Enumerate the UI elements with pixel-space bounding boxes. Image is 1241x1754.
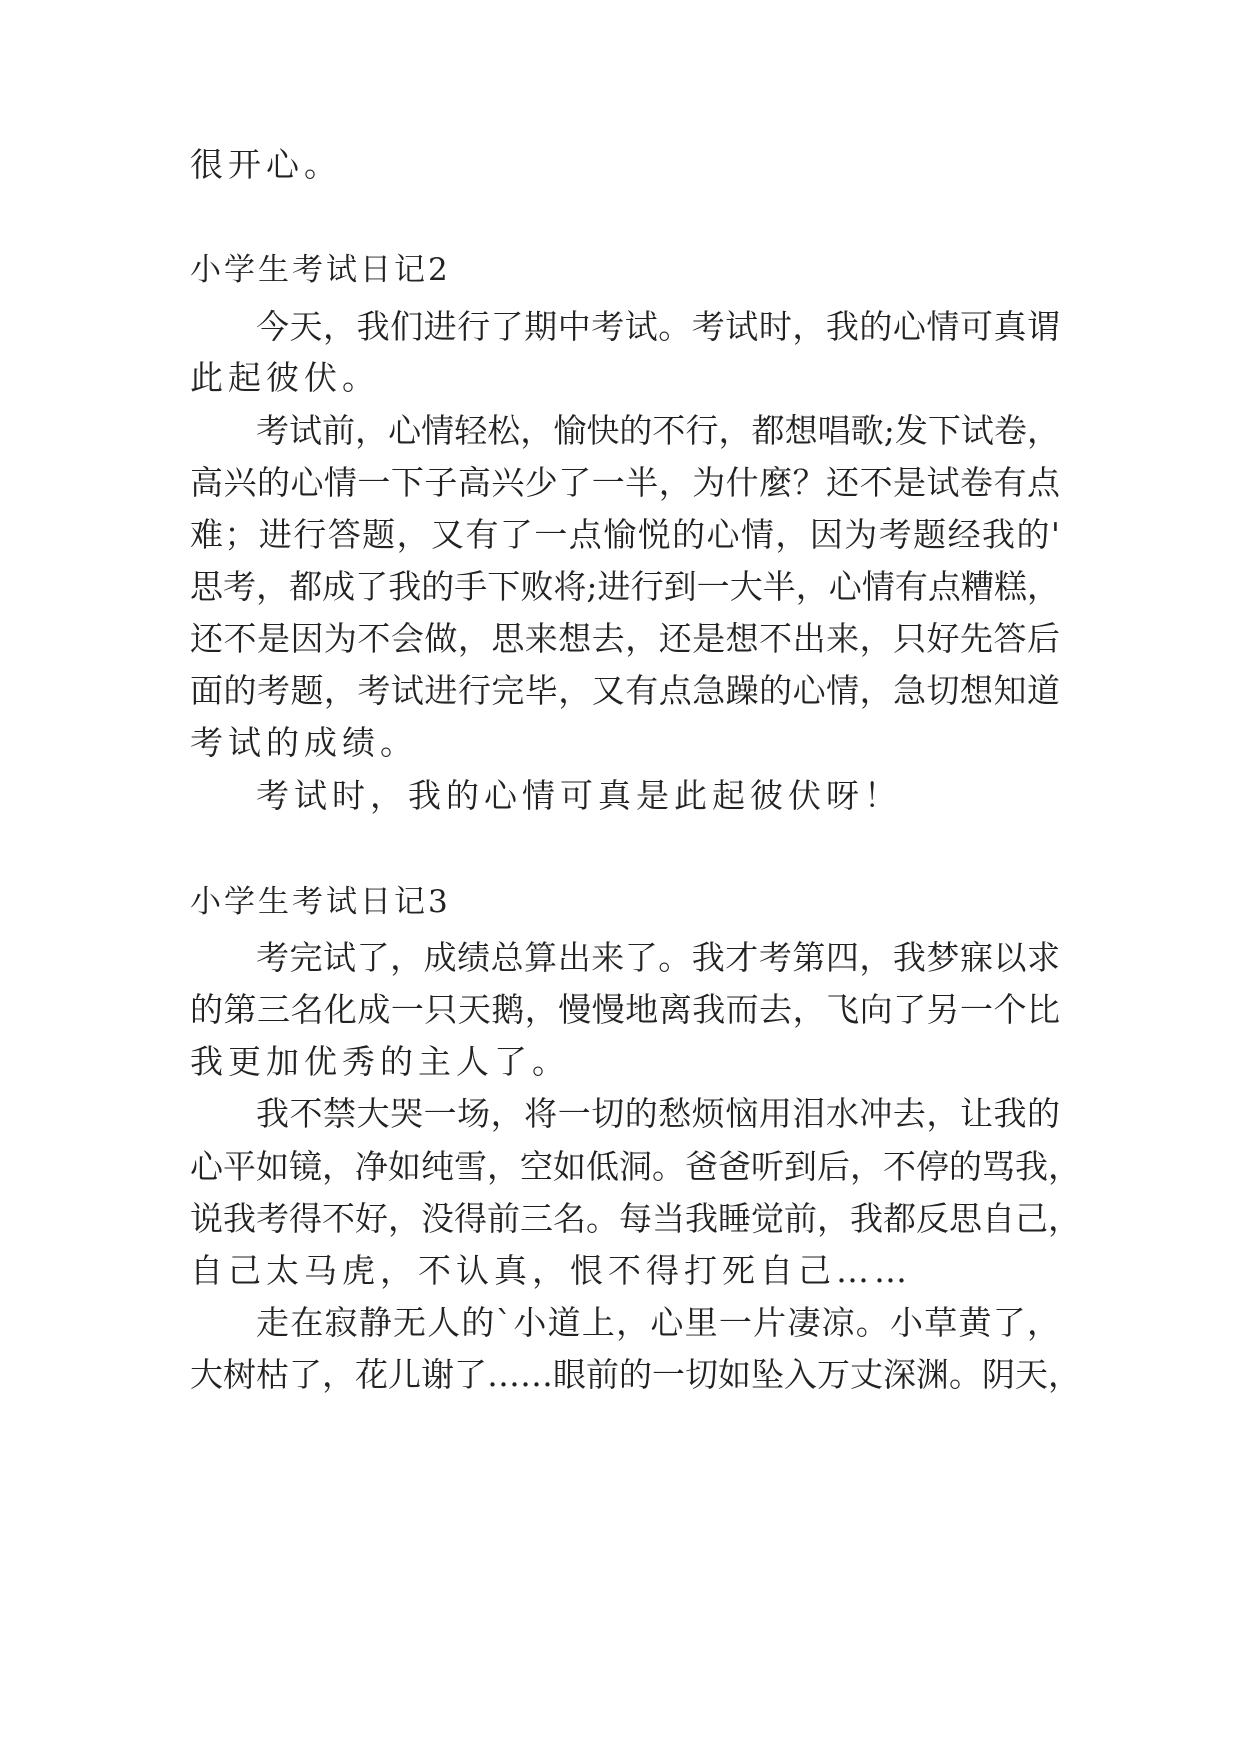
text-line: 考试时，我的心情可真是此起彼伏呀！	[256, 776, 902, 815]
text-line: 难；进行答题，又有了一点愉悦的心情，因为考题经我的'	[190, 515, 1060, 554]
section-heading-2: 小学生考试日记2	[190, 252, 451, 288]
section-heading-3: 小学生考试日记3	[190, 884, 451, 920]
text-line: 自己太马虎，不认真，恨不得打死自己……	[190, 1251, 912, 1290]
text-line: 考完试了，成绩总算出来了。我才考第四，我梦寐以求	[256, 938, 1060, 977]
text-line: 考试的成绩。	[190, 723, 418, 762]
text-line: 考试前，心情轻松，愉快的不行，都想唱歌;发下试卷，	[256, 411, 1060, 450]
text-line: 今天，我们进行了期中考试。考试时，我的心情可真谓	[256, 307, 1060, 346]
text-line: 我更加优秀的主人了。	[190, 1042, 570, 1081]
text-line: 我不禁大哭一场，将一切的愁烦恼用泪水冲去，让我的	[256, 1094, 1060, 1133]
text-line: 面的考题，考试进行完毕，又有点急躁的心情，急切想知道	[190, 671, 1060, 710]
text-line: 思考，都成了我的手下败将;进行到一大半，心情有点糟糕，	[190, 567, 1060, 606]
text-line: 的第三名化成一只天鹅，慢慢地离我而去，飞向了另一个比	[190, 990, 1060, 1029]
text-line: 大树枯了，花儿谢了……眼前的一切如坠入万丈深渊。阴天，	[190, 1355, 1081, 1394]
text-line: 心平如镜，净如纯雪，空如低洞。爸爸听到后，不停的骂我，	[190, 1147, 1081, 1186]
text-line: 走在寂静无人的`小道上，心里一片凄凉。小草黄了，	[256, 1303, 1060, 1342]
text-line: 此起彼伏。	[190, 358, 380, 397]
text-line: 还不是因为不会做，思来想去，还是想不出来，只好先答后	[190, 619, 1060, 658]
text-line: 说我考得不好，没得前三名。每当我睡觉前，我都反思自己，	[190, 1199, 1081, 1238]
text-line: 高兴的心情一下子高兴少了一半，为什麼？还不是试卷有点	[190, 463, 1060, 502]
text-line: 很开心。	[190, 145, 342, 184]
